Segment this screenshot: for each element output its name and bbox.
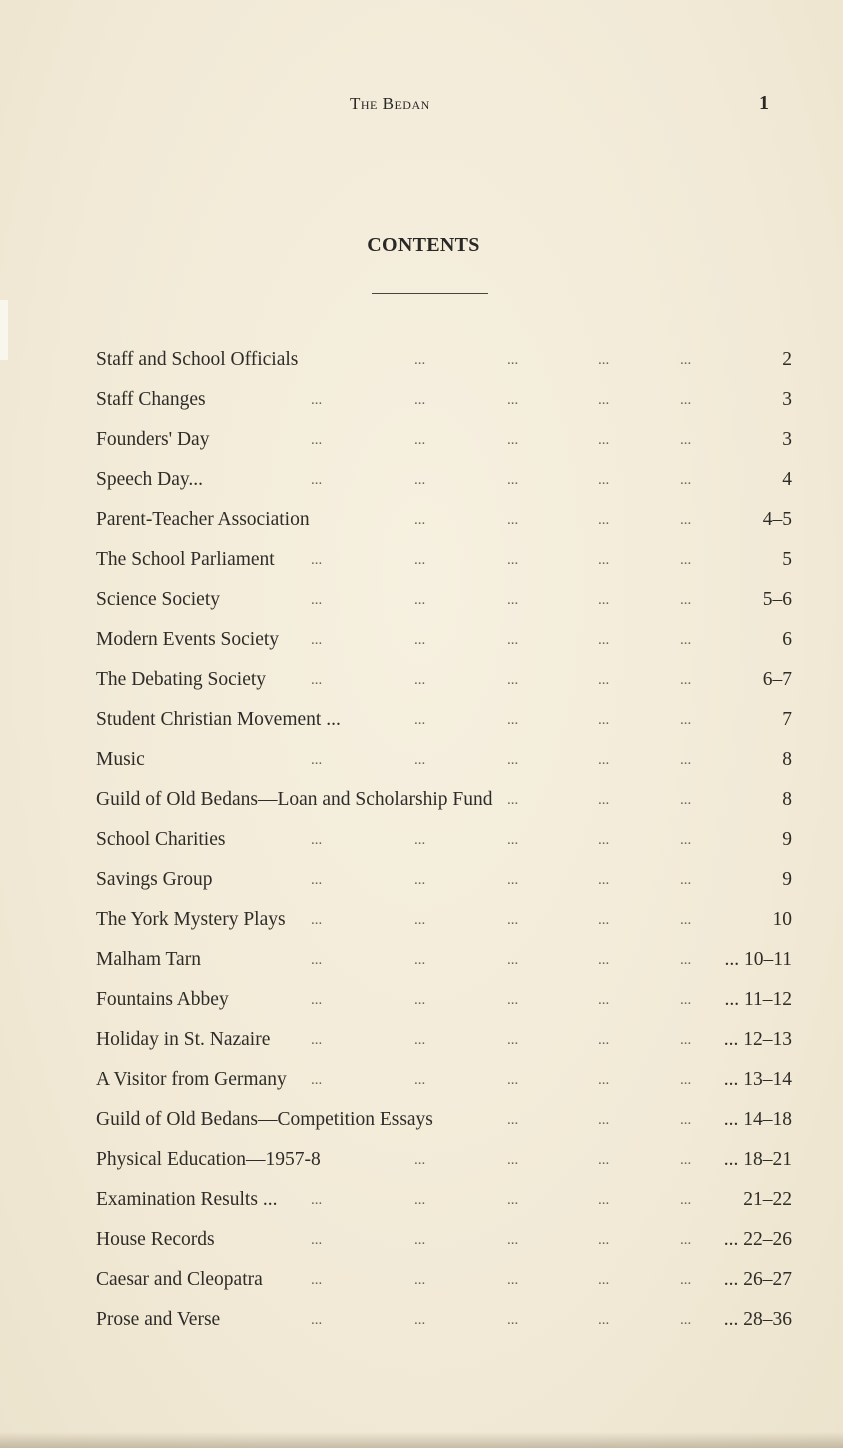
leader-dot-group: ...: [507, 432, 519, 448]
leader-dot-group: ...: [507, 912, 519, 928]
toc-entry-title: The Debating Society: [96, 669, 267, 690]
toc-entry: [96, 860, 792, 900]
leader-dot-group: ...: [680, 512, 692, 528]
leader-dot-group: ...: [311, 1032, 323, 1048]
leader-dot-group: ...: [311, 912, 323, 928]
leader-dot-group: ...: [507, 872, 519, 888]
toc-entry-title: Science Society: [96, 589, 220, 610]
toc-leader-dots: [96, 380, 792, 420]
toc-entry: [96, 1140, 792, 1180]
leader-dot-group: ...: [414, 752, 426, 768]
toc-entry: [96, 580, 792, 620]
toc-leader-dots: [96, 1300, 792, 1340]
toc-entry-title: Malham Tarn: [96, 949, 201, 970]
leader-dot-group: ...: [598, 392, 610, 408]
toc-entry-page: ... 14–18: [723, 1109, 792, 1130]
leader-dot-group: ...: [311, 472, 323, 488]
toc-entry-page: 6–7: [762, 669, 792, 690]
toc-entry-page: 9: [782, 829, 792, 850]
leader-dot-group: ...: [680, 832, 692, 848]
toc-entry-title: A Visitor from Germany: [96, 1069, 287, 1090]
leader-dot-group: ...: [598, 552, 610, 568]
leader-dot-group: ...: [598, 752, 610, 768]
leader-dot-group: ...: [414, 352, 426, 368]
leader-dot-group: ...: [598, 1312, 610, 1328]
toc-entry-title: Prose and Verse: [96, 1309, 221, 1330]
toc-entry: [96, 620, 792, 660]
leader-dot-group: ...: [680, 592, 692, 608]
toc-leader-dots: [96, 500, 792, 540]
leader-dot-group: ...: [680, 952, 692, 968]
leader-dot-group: ...: [680, 552, 692, 568]
leader-dot-group: ...: [311, 832, 323, 848]
leader-dot-group: ...: [680, 712, 692, 728]
leader-dot-group: ...: [507, 1192, 519, 1208]
toc-leader-dots: [96, 580, 792, 620]
toc-leader-dots: [96, 420, 792, 460]
toc-leader-dots: [96, 460, 792, 500]
toc-entry-title: The School Parliament: [96, 549, 275, 570]
leader-dot-group: ...: [598, 952, 610, 968]
toc-entry: [96, 1020, 792, 1060]
leader-dot-group: ...: [414, 552, 426, 568]
toc-entry-page: ... 10–11: [724, 949, 792, 970]
toc-entry-title: Modern Events Society: [96, 629, 280, 650]
leader-dot-group: ...: [680, 1312, 692, 1328]
toc-leader-dots: [96, 980, 792, 1020]
leader-dot-group: ...: [414, 1032, 426, 1048]
toc-leader-dots: [96, 1220, 792, 1260]
leader-dot-group: ...: [598, 352, 610, 368]
toc-entry-page: 5–6: [762, 589, 792, 610]
toc-entry-title: Staff and School Officials: [96, 349, 299, 370]
leader-dot-group: ...: [598, 1232, 610, 1248]
leader-dot-group: ...: [680, 752, 692, 768]
leader-dot-group: ...: [507, 672, 519, 688]
toc-entry-page: 7: [782, 709, 792, 730]
leader-dot-group: ...: [507, 1152, 519, 1168]
toc-leader-dots: [96, 900, 792, 940]
toc-entry: [96, 340, 792, 380]
leader-dot-group: ...: [598, 912, 610, 928]
leader-dot-group: ...: [414, 1192, 426, 1208]
toc-entry: [96, 1220, 792, 1260]
leader-dot-group: ...: [680, 352, 692, 368]
leader-dot-group: ...: [598, 432, 610, 448]
toc-entry: [96, 540, 792, 580]
leader-dot-group: ...: [311, 1072, 323, 1088]
leader-dot-group: ...: [507, 1312, 519, 1328]
leader-dot-group: ...: [414, 592, 426, 608]
leader-dot-group: ...: [311, 752, 323, 768]
leader-dot-group: ...: [598, 1272, 610, 1288]
toc-entry-title: Founders' Day: [96, 429, 210, 450]
leader-dot-group: ...: [414, 872, 426, 888]
toc-leader-dots: [96, 540, 792, 580]
leader-dot-group: ...: [598, 592, 610, 608]
toc-leader-dots: [96, 1100, 792, 1140]
running-head-title: The Bedan: [350, 94, 430, 113]
toc-entry-page: ... 26–27: [723, 1269, 792, 1290]
leader-dot-group: ...: [507, 832, 519, 848]
leader-dot-group: ...: [414, 632, 426, 648]
leader-dot-group: ...: [414, 512, 426, 528]
leader-dot-group: ...: [507, 952, 519, 968]
toc-leader-dots: [96, 780, 792, 820]
toc-entry: [96, 660, 792, 700]
leader-dot-group: ...: [680, 672, 692, 688]
leader-dot-group: ...: [680, 472, 692, 488]
leader-dot-group: ...: [598, 1072, 610, 1088]
leader-dot-group: ...: [414, 912, 426, 928]
toc-entry: [96, 740, 792, 780]
leader-dot-group: ...: [598, 1032, 610, 1048]
leader-dot-group: ...: [507, 1032, 519, 1048]
leader-dot-group: ...: [311, 1232, 323, 1248]
leader-dot-group: ...: [507, 792, 519, 808]
toc-entry: [96, 820, 792, 860]
leader-dot-group: ...: [598, 832, 610, 848]
toc-entry: [96, 700, 792, 740]
toc-entry-title: House Records: [96, 1229, 215, 1250]
toc-entry: [96, 1180, 792, 1220]
leader-dot-group: ...: [414, 992, 426, 1008]
leader-dot-group: ...: [311, 872, 323, 888]
leader-dot-group: ...: [414, 1272, 426, 1288]
toc-leader-dots: [96, 740, 792, 780]
toc-entry: [96, 940, 792, 980]
toc-leader-dots: [96, 1020, 792, 1060]
toc-entry: [96, 1100, 792, 1140]
toc-entry-title: Staff Changes: [96, 389, 206, 410]
leader-dot-group: ...: [311, 592, 323, 608]
leader-dot-group: ...: [311, 952, 323, 968]
toc-entry: [96, 380, 792, 420]
scan-bottom-shadow: [0, 1432, 843, 1448]
toc-entry-page: ... 11–12: [724, 989, 792, 1010]
leader-dot-group: ...: [507, 1072, 519, 1088]
leader-dot-group: ...: [680, 1152, 692, 1168]
toc-entry: [96, 460, 792, 500]
leader-dot-group: ...: [680, 432, 692, 448]
toc-entry-page: 4: [782, 469, 792, 490]
toc-leader-dots: [96, 940, 792, 980]
leader-dot-group: ...: [680, 792, 692, 808]
contents-heading: [0, 234, 843, 257]
toc-leader-dots: [96, 700, 792, 740]
leader-dot-group: ...: [680, 912, 692, 928]
toc-entry-page: ... 13–14: [723, 1069, 792, 1090]
toc-entry-title: Savings Group: [96, 869, 213, 890]
leader-dot-group: ...: [507, 392, 519, 408]
toc-leader-dots: [96, 1140, 792, 1180]
leader-dot-group: ...: [507, 632, 519, 648]
leader-dot-group: ...: [311, 392, 323, 408]
leader-dot-group: ...: [598, 992, 610, 1008]
leader-dot-group: ...: [414, 832, 426, 848]
toc-leader-dots: [96, 340, 792, 380]
toc-entry-title: Parent-Teacher Association: [96, 509, 310, 530]
toc-entry-title: Caesar and Cleopatra: [96, 1269, 263, 1290]
leader-dot-group: ...: [598, 792, 610, 808]
leader-dot-group: ...: [598, 1192, 610, 1208]
leader-dot-group: ...: [507, 1112, 519, 1128]
leader-dot-group: ...: [311, 552, 323, 568]
toc-entry-page: 4–5: [762, 509, 792, 530]
leader-dot-group: ...: [311, 1192, 323, 1208]
leader-dot-group: ...: [680, 1232, 692, 1248]
leader-dot-group: ...: [680, 1072, 692, 1088]
toc-entry-title: The York Mystery Plays: [96, 909, 286, 930]
toc-entry-page: 6: [782, 629, 792, 650]
leader-dot-group: ...: [507, 592, 519, 608]
leader-dot-group: ...: [414, 672, 426, 688]
table-of-contents: [96, 340, 792, 1340]
leader-dot-group: ...: [598, 472, 610, 488]
leader-dot-group: ...: [414, 712, 426, 728]
toc-entry-title: Speech Day...: [96, 469, 204, 490]
toc-entry-title: Guild of Old Bedans—Competition Essays: [96, 1109, 433, 1130]
toc-entry: [96, 900, 792, 940]
leader-dot-group: ...: [598, 672, 610, 688]
toc-entry: [96, 1300, 792, 1340]
toc-entry-title: Holiday in St. Nazaire: [96, 1029, 271, 1050]
leader-dot-group: ...: [598, 632, 610, 648]
toc-leader-dots: [96, 1260, 792, 1300]
leader-dot-group: ...: [507, 352, 519, 368]
leader-dot-group: ...: [507, 472, 519, 488]
leader-dot-group: ...: [311, 992, 323, 1008]
leader-dot-group: ...: [414, 952, 426, 968]
toc-entry: [96, 1060, 792, 1100]
leader-dot-group: ...: [680, 632, 692, 648]
toc-entry-page: ... 18–21: [723, 1149, 792, 1170]
contents-heading-text: CONTENTS: [367, 234, 480, 256]
leader-dot-group: ...: [507, 1272, 519, 1288]
leader-dot-group: ...: [680, 1032, 692, 1048]
toc-leader-dots: [96, 660, 792, 700]
toc-entry-page: ... 12–13: [723, 1029, 792, 1050]
leader-dot-group: ...: [680, 992, 692, 1008]
toc-entry-page: 8: [782, 749, 792, 770]
leader-dot-group: ...: [598, 712, 610, 728]
leader-dot-group: ...: [311, 1312, 323, 1328]
leader-dot-group: ...: [507, 552, 519, 568]
toc-entry-title: Examination Results ...: [96, 1189, 278, 1210]
leader-dot-group: ...: [507, 512, 519, 528]
toc-leader-dots: [96, 620, 792, 660]
toc-entry-title: Fountains Abbey: [96, 989, 229, 1010]
toc-entry-page: ... 22–26: [723, 1229, 792, 1250]
toc-entry-title: School Charities: [96, 829, 226, 850]
leader-dot-group: ...: [680, 392, 692, 408]
page-number: 1: [759, 92, 769, 114]
toc-leader-dots: [96, 1060, 792, 1100]
toc-entry-title: Guild of Old Bedans—Loan and Scholarship Fund: [96, 789, 493, 810]
toc-entry-page: 8: [782, 789, 792, 810]
toc-entry-page: 21–22: [743, 1189, 792, 1210]
leader-dot-group: ...: [311, 672, 323, 688]
toc-leader-dots: [96, 820, 792, 860]
leader-dot-group: ...: [507, 1232, 519, 1248]
toc-entry-title: Student Christian Movement ...: [96, 709, 341, 730]
leader-dot-group: ...: [598, 512, 610, 528]
leader-dot-group: ...: [680, 872, 692, 888]
heading-rule: [372, 293, 488, 294]
leader-dot-group: ...: [598, 872, 610, 888]
toc-entry-page: 2: [782, 349, 792, 370]
toc-entry-page: 3: [782, 429, 792, 450]
toc-entry: [96, 420, 792, 460]
leader-dot-group: ...: [311, 632, 323, 648]
toc-entry-page: 9: [782, 869, 792, 890]
leader-dot-group: ...: [507, 992, 519, 1008]
toc-entry-page: ... 28–36: [723, 1309, 792, 1330]
leader-dot-group: ...: [680, 1112, 692, 1128]
toc-entry-page: 5: [782, 549, 792, 570]
leader-dot-group: ...: [414, 392, 426, 408]
leader-dot-group: ...: [311, 1272, 323, 1288]
leader-dot-group: ...: [598, 1112, 610, 1128]
toc-entry: [96, 980, 792, 1020]
leader-dot-group: ...: [414, 1152, 426, 1168]
leader-dot-group: ...: [311, 432, 323, 448]
toc-entry-title: Music: [96, 749, 145, 770]
leader-dot-group: ...: [414, 1312, 426, 1328]
toc-entry-page: 10: [772, 909, 792, 930]
toc-entry-title: Physical Education—1957-8: [96, 1149, 321, 1170]
leader-dot-group: ...: [598, 1152, 610, 1168]
leader-dot-group: ...: [414, 1072, 426, 1088]
toc-leader-dots: [96, 860, 792, 900]
leader-dot-group: ...: [507, 752, 519, 768]
toc-entry-page: 3: [782, 389, 792, 410]
leader-dot-group: ...: [414, 472, 426, 488]
toc-leader-dots: [96, 1180, 792, 1220]
toc-entry: [96, 1260, 792, 1300]
leader-dot-group: ...: [680, 1192, 692, 1208]
leader-dot-group: ...: [414, 1232, 426, 1248]
toc-entry: [96, 500, 792, 540]
leader-dot-group: ...: [507, 712, 519, 728]
leader-dot-group: ...: [680, 1272, 692, 1288]
toc-entry: [96, 780, 792, 820]
leader-dot-group: ...: [414, 432, 426, 448]
scan-edge-highlight: [0, 300, 8, 360]
